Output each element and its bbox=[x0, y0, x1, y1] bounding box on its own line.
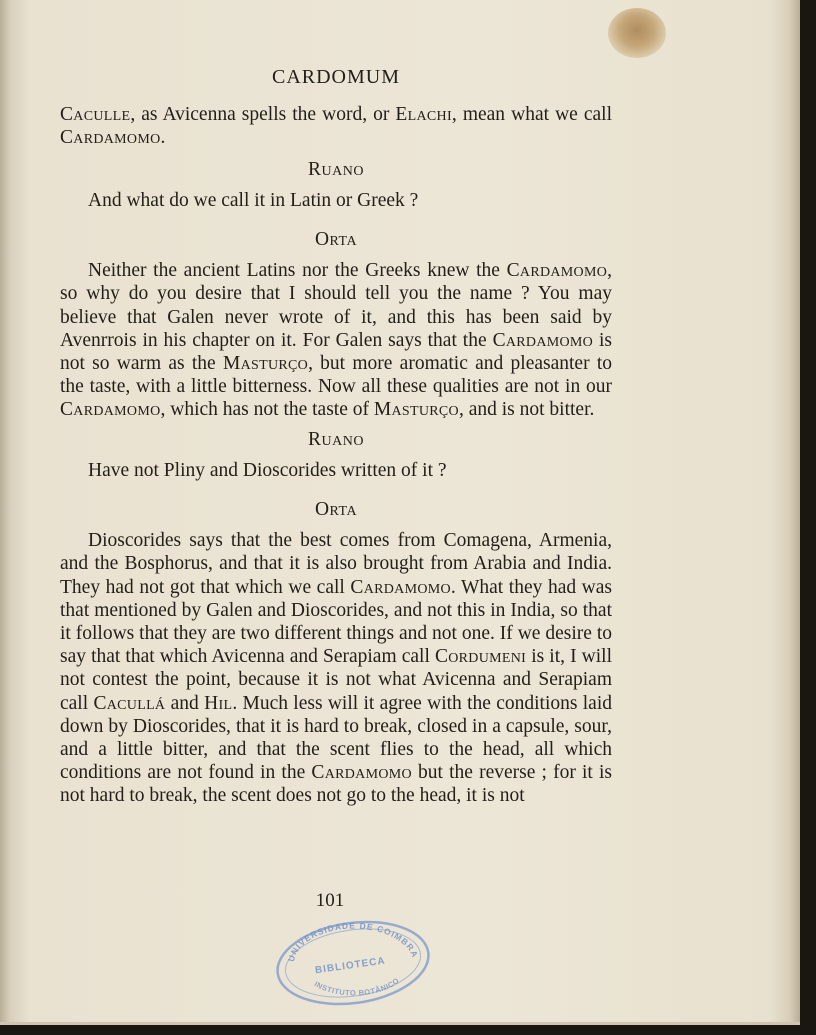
text-run: . What they had was that mentioned by Galen and Dioscorides, and not this in India, so that it follows that they are two different things and not one. If we desire to say that that which Avicenna and Serapiam call bbox=[60, 576, 612, 668]
text-run: Have not Pliny and Dioscorides written of it ? bbox=[88, 459, 447, 481]
small-caps-term: Elachi bbox=[395, 104, 452, 126]
text-run: , and is not bitter. bbox=[458, 399, 595, 421]
small-caps-term: Cardamomo bbox=[506, 260, 608, 282]
text-run: Neither the ancient Latins nor the Greeks knew the bbox=[88, 260, 507, 282]
text-run: is not so warm as the bbox=[60, 329, 612, 375]
library-stamp bbox=[272, 916, 434, 1008]
page-number: 101 bbox=[315, 890, 345, 911]
small-caps-term: Cardamomo bbox=[60, 127, 161, 149]
small-caps-term: Cardamomo bbox=[60, 399, 161, 421]
small-caps-term: Cordumeni bbox=[434, 646, 527, 668]
speaker-ruano-1: Ruano bbox=[308, 158, 364, 180]
small-caps-term: Hil bbox=[204, 692, 233, 714]
foxing-stain bbox=[608, 8, 666, 58]
text-run: is it, I will not contest the point, because it is not what Avicenna and Serapiam call bbox=[60, 646, 612, 714]
paragraph-orta-answer-1 bbox=[60, 259, 612, 421]
small-caps-term: Caculle bbox=[60, 104, 131, 126]
paragraph-orta-answer-2 bbox=[60, 529, 612, 807]
text-run: , as Avicenna spells the word, or bbox=[130, 104, 396, 126]
text-run: . Much less will it agree with the conditions laid down by Dioscorides, that it is hard to break, closed in a capsule, sour, and a little bitter, and that the scent flies to the head, all which conditions are not found in the bbox=[60, 692, 612, 784]
text-run: but the reverse ; for it is not hard to break, the scent does not go to the head, it is not bbox=[60, 762, 613, 807]
speaker-orta-2: Orta bbox=[314, 499, 358, 521]
small-caps-term: Cacullá bbox=[93, 692, 166, 714]
page-title: CARDOMUM bbox=[271, 66, 401, 88]
small-caps-term: Masturço bbox=[222, 353, 309, 375]
text-run: And what do we call it in Latin or Greek ? bbox=[88, 189, 419, 211]
stamp-outer-text: UNIVERSIDADE DE COIMBRA bbox=[285, 920, 421, 963]
text-run: and bbox=[165, 692, 205, 714]
speaker-ruano-2: Ruano bbox=[308, 428, 364, 450]
small-caps-term: Cardamomo bbox=[311, 762, 412, 784]
small-caps-term: Masturço bbox=[373, 399, 459, 421]
small-caps-term: Cardamomo bbox=[492, 329, 594, 351]
text-run: , which has not the taste of bbox=[160, 399, 374, 421]
page-edge bbox=[774, 0, 800, 1022]
page-text bbox=[60, 66, 612, 808]
text-run: Dioscorides says that the best comes from Comagena, Armenia, and the Bosphorus, and that it is also brought from Arabia and India. They had not got that which we call bbox=[60, 530, 612, 598]
text-run: , so why do you desire that I should tell you the name ? You may believe that Galen never wrote of it, and this has been said by Avenrrois in his chapter on it. For Galen says that the bbox=[60, 260, 612, 351]
paragraph-ruano-question-1 bbox=[60, 189, 612, 212]
paragraph-caculle bbox=[60, 103, 612, 149]
text-run: , mean what we call bbox=[451, 104, 612, 126]
text-run: . bbox=[160, 127, 166, 149]
paragraph-ruano-question-2 bbox=[60, 459, 612, 482]
text-run: , but more aromatic and pleasanter to the taste, with a little bitterness. Now all these qualities are not in our bbox=[60, 353, 612, 398]
small-caps-term: Cardamomo bbox=[350, 576, 451, 598]
speaker-orta-1: Orta bbox=[314, 229, 358, 251]
stamp-bottom-text: INSTITUTO BOTÂNICO bbox=[312, 975, 402, 998]
stamp-center-text: BIBLIOTECA bbox=[314, 955, 387, 977]
